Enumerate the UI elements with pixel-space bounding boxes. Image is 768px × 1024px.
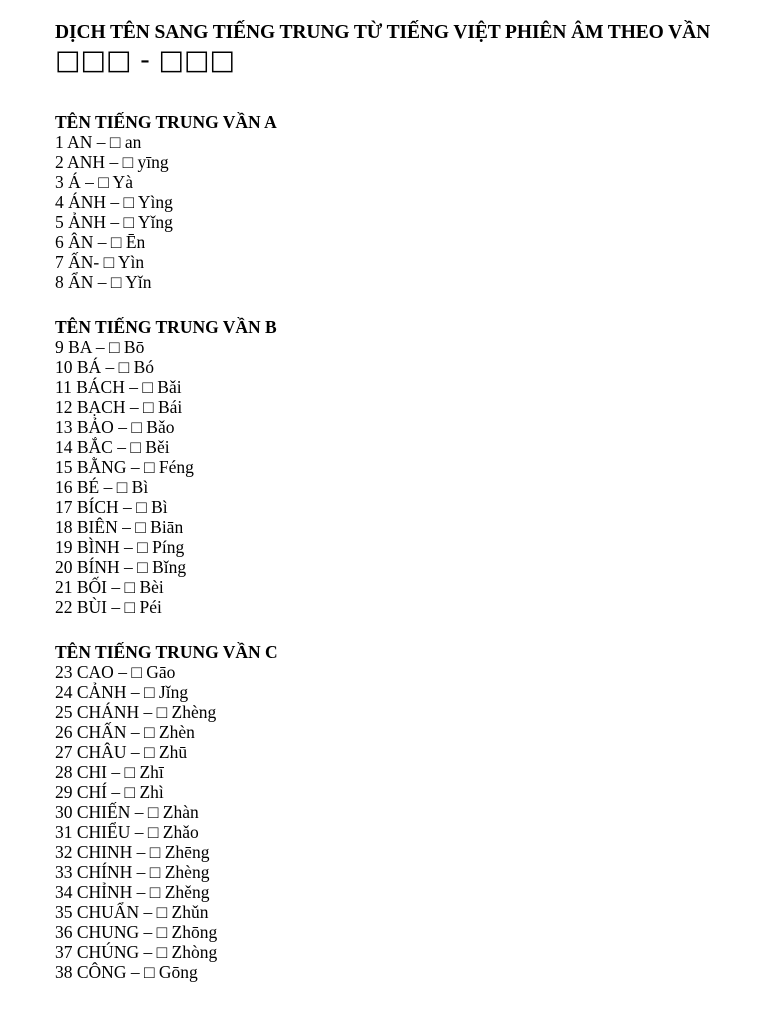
list-item: 11 BÁCH – □ Bǎi: [55, 377, 182, 397]
list-item: 19 BÌNH – □ Píng: [55, 537, 185, 557]
list-item: 36 CHUNG – □ Zhōng: [55, 922, 218, 942]
list-item: 32 CHINH – □ Zhēng: [55, 842, 210, 862]
list-item: 2 ANH – □ yīng: [55, 152, 169, 172]
list-item: 1 AN – □ an: [55, 132, 142, 152]
list-item: 3 Á – □ Yà: [55, 172, 133, 192]
list-item: 15 BẰNG – □ Féng: [55, 457, 194, 477]
document-page: [55, 20, 755, 982]
list-item: 10 BÁ – □ Bó: [55, 357, 155, 377]
list-item: 35 CHUẨN – □ Zhǔn: [55, 902, 209, 922]
section-heading: TÊN TIẾNG TRUNG VẦN C: [55, 642, 278, 662]
section-heading: TÊN TIẾNG TRUNG VẦN A: [55, 112, 277, 132]
section-heading: TÊN TIẾNG TRUNG VẦN B: [55, 317, 277, 337]
list-item: 29 CHÍ – □ Zhì: [55, 782, 164, 802]
list-item: 13 BẢO – □ Bǎo: [55, 417, 175, 437]
list-item: 25 CHÁNH – □ Zhèng: [55, 702, 217, 722]
list-item: 18 BIÊN – □ Biān: [55, 517, 184, 537]
section-van-b: [55, 317, 277, 617]
list-item: 34 CHỈNH – □ Zhěng: [55, 882, 210, 902]
list-item: 17 BÍCH – □ Bì: [55, 497, 168, 517]
list-item: 23 CAO – □ Gāo: [55, 662, 176, 682]
list-item: 28 CHI – □ Zhī: [55, 762, 164, 782]
list-item: 24 CẢNH – □ Jǐng: [55, 682, 189, 702]
list-item: 16 BÉ – □ Bì: [55, 477, 149, 497]
list-item: 31 CHIỂU – □ Zhǎo: [55, 822, 199, 842]
list-item: 12 BẠCH – □ Bái: [55, 397, 183, 417]
list-item: 37 CHÚNG – □ Zhòng: [55, 942, 218, 962]
list-item: 26 CHẤN – □ Zhèn: [55, 722, 195, 742]
section-van-a: [55, 112, 277, 292]
document-title: DỊCH TÊN SANG TIẾNG TRUNG TỪ TIẾNG VIỆT PHIÊN ÂM THEO VẦN: [55, 22, 711, 43]
document-subtitle: □□□ - □□□: [55, 45, 235, 76]
list-item: 7 ẤN- □ Yìn: [55, 252, 145, 272]
section-van-c: [55, 642, 278, 982]
list-item: 6 ÂN – □ Ēn: [55, 232, 146, 252]
list-item: 9 BA – □ Bō: [55, 337, 145, 357]
list-item: 14 BẮC – □ Běi: [55, 437, 170, 457]
list-item: 4 ÁNH – □ Yìng: [55, 192, 173, 212]
list-item: 27 CHÂU – □ Zhū: [55, 742, 188, 762]
list-item: 22 BÙI – □ Péi: [55, 597, 162, 617]
list-item: 5 ẢNH – □ Yǐng: [55, 212, 173, 232]
list-item: 30 CHIẾN – □ Zhàn: [55, 802, 199, 822]
list-item: 33 CHÍNH – □ Zhèng: [55, 862, 210, 882]
list-item: 38 CÔNG – □ Gōng: [55, 962, 198, 982]
list-item: 20 BÍNH – □ Bǐng: [55, 557, 187, 577]
list-item: 8 ẨN – □ Yǐn: [55, 272, 152, 292]
list-item: 21 BỐI – □ Bèi: [55, 577, 164, 597]
